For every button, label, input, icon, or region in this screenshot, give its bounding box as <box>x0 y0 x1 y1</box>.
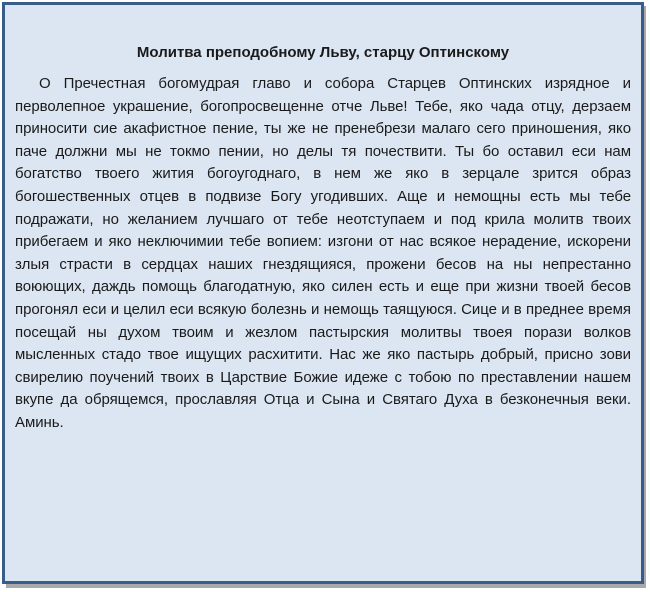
prayer-text: О Пречестная богомудрая главо и собора Старцев Оптинских изрядное и перволепное украшение, богопросвещенне отче Льве! Тебе, яко чада отцу, дерзаем приносити сие акафистное пение, ты же не пренебрези малаго сего приношения, яко паче должни мы не токмо пении, но делы тя почествити. Ты бо оставил еси нам богатство твоего жития богоугоднаго, в нем же яко в зерцале зрится образ богошественных отцев в подвизе Богу угодивших. Аще и немощны есть мы тебе подражати, но желанием лучшаго от тебе неотступаем и под крила молитв твоих прибегаем и яко неключимии тебе вопием: изгони от нас всякое нерадение, искорени злыя страсти в сердцах наших гнездящияся, прожени бесов на ны непрестанно воюющих, даждь помощь благодатную, яко силен есть и еще при жизни твоей бесов прогонял еси и целил еси всякую болезнь и немощь таящуюся. Сице и в преднее время посещай ны духом твоим и жезлом пастырския молитвы твоея порази волков мысленных стадо твое ищущих расхитити. Нас же яко пастырь добрый, присно зови свирелию поучений твоих в Царствие Божие идеже с тобою по преставлении нашем вкупе да обрящемся, прославляя Отца и Сына и Святаго Духа в безконечныя веки. Аминь. <box>15 75 631 431</box>
document-title: Молитва преподобному Льву, старцу Оптинскому <box>136 44 510 61</box>
document-content <box>15 43 631 435</box>
text-frame <box>2 2 644 584</box>
